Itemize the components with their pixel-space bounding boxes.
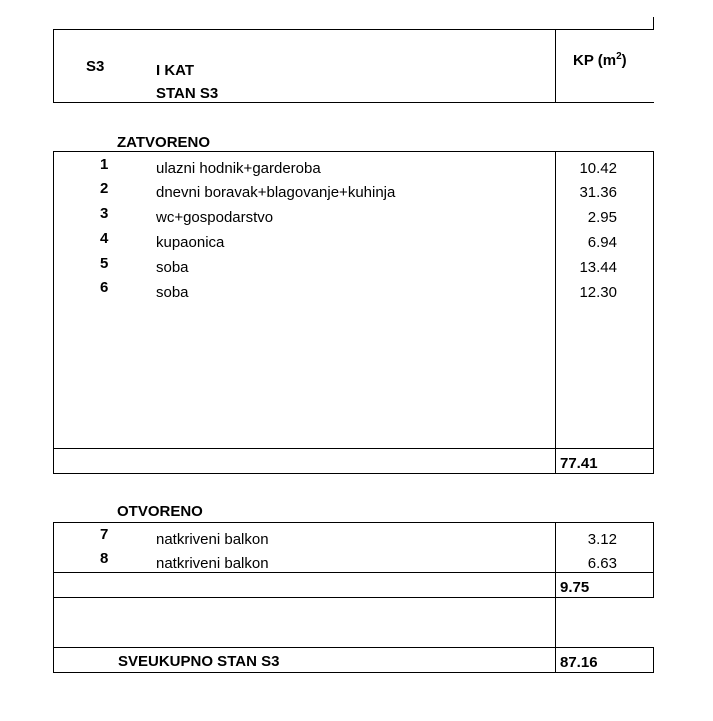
open-subtotal: 9.75	[560, 579, 590, 596]
row-number: 4	[100, 230, 109, 247]
total-top-border	[53, 647, 654, 648]
room-area: 10.42	[579, 160, 617, 177]
floor-label: I KAT	[156, 62, 195, 79]
row-number: 3	[100, 205, 109, 222]
grand-total-label: SVEUKUPNO STAN S3	[118, 653, 280, 670]
room-area: 6.63	[587, 555, 617, 572]
area-column-label: KP (m	[573, 52, 617, 69]
total-box-left-border	[53, 597, 54, 673]
total-box-divider	[555, 597, 556, 673]
open-table-divider	[555, 522, 556, 597]
grand-total-value: 87.16	[560, 654, 598, 671]
row-number: 1	[100, 156, 109, 173]
row-number: 8	[100, 550, 109, 567]
room-name: dnevni boravak+blagovanje+kuhinja	[156, 184, 396, 201]
row-number: 7	[100, 526, 109, 543]
room-name: soba	[156, 259, 189, 276]
room-name: wc+gospodarstvo	[156, 209, 274, 226]
open-section-title: OTVORENO	[117, 503, 203, 520]
total-box-right-tick	[653, 647, 654, 673]
room-area: 31.36	[579, 184, 617, 201]
room-name: ulazni hodnik+garderoba	[156, 160, 321, 177]
row-number: 6	[100, 279, 109, 296]
room-name: natkriveni balkon	[156, 531, 269, 548]
header-divider	[555, 29, 556, 103]
closed-table-left-border	[53, 151, 54, 473]
closed-subtotal-top-border	[53, 448, 654, 449]
room-area: 3.12	[587, 531, 617, 548]
room-area: 2.95	[587, 209, 617, 226]
closed-table-right-border	[653, 151, 654, 473]
closed-table-divider	[555, 151, 556, 473]
room-area: 13.44	[579, 259, 617, 276]
area-column-header	[573, 48, 627, 70]
room-name: natkriveni balkon	[156, 555, 269, 572]
total-bottom-border	[53, 672, 654, 673]
closed-table-top-border	[53, 151, 654, 152]
header-top-border	[53, 29, 654, 30]
header-top-right-tick	[653, 17, 654, 29]
area-column-superscript: 2	[616, 51, 622, 62]
closed-subtotal: 77.41	[560, 455, 598, 472]
row-number: 5	[100, 255, 109, 272]
area-column-close: )	[621, 52, 627, 69]
open-subtotal-bottom-border	[53, 597, 654, 598]
room-area: 12.30	[579, 284, 617, 301]
unit-code: S3	[86, 58, 105, 75]
row-number: 2	[100, 180, 109, 197]
open-table-left-border	[53, 522, 54, 597]
open-table-right-border	[653, 522, 654, 597]
room-name: kupaonica	[156, 234, 225, 251]
open-table-top-border	[53, 522, 654, 523]
closed-subtotal-bottom-border	[53, 473, 654, 474]
header-bottom-border	[53, 102, 654, 103]
header-left-border	[53, 29, 54, 103]
room-area: 6.94	[587, 234, 617, 251]
apartment-label: STAN S3	[156, 85, 219, 102]
room-name: soba	[156, 284, 189, 301]
closed-section-title: ZATVORENO	[117, 134, 211, 151]
